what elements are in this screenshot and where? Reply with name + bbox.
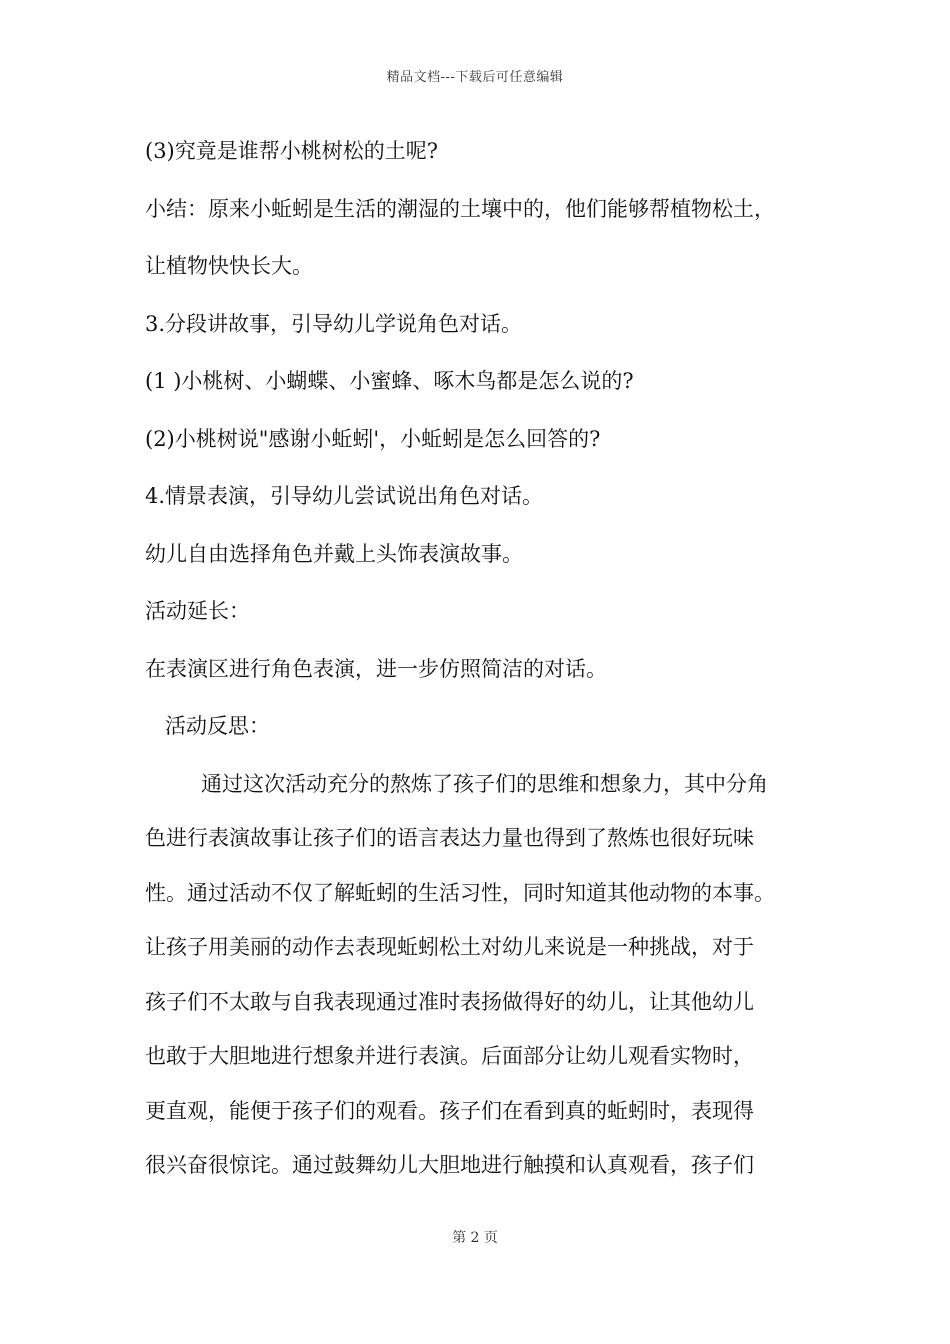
document-body bbox=[145, 133, 835, 1202]
paragraph-line: 更直观，能便于孩子们的观看。孩子们在看到真的蚯蚓时，表现得 bbox=[145, 1098, 754, 1123]
reflection-paragraph bbox=[145, 766, 835, 1202]
paragraph-line: 通过这次活动充分的熬炼了孩子们的思维和想象力，其中分角 bbox=[201, 771, 768, 796]
section-heading-reflection: 活动反思： bbox=[165, 714, 270, 738]
text-line: (1 )小桃树、小蝴蝶、小蜜蜂、啄木鸟都是怎么说的? bbox=[145, 369, 634, 393]
text-line: 3.分段讲故事，引导幼儿学说角色对话。 bbox=[145, 311, 523, 336]
text-line: 4.情景表演，引导幼儿尝试说出角色对话。 bbox=[145, 484, 544, 508]
paragraph-line: 让孩子用美丽的动作去表现蚯蚓松土对幼儿来说是一种挑战，对于 bbox=[145, 935, 754, 959]
section-heading-extension: 活动延长： bbox=[145, 599, 250, 623]
page-header: 精品文档---下载后可任意编辑 bbox=[386, 70, 564, 85]
text-line: 小结：原来小蚯蚓是生活的潮湿的土壤中的，他们能够帮植物松土， bbox=[145, 196, 775, 221]
paragraph-line: 孩子们不太敢与自我表现通过准时表扬做得好的幼儿，让其他幼儿 bbox=[145, 989, 754, 1014]
paragraph-line: 也敢于大胆地进行想象并进行表演。后面部分让幼儿观看实物时， bbox=[145, 1044, 754, 1068]
page-number: 第 2 页 bbox=[452, 1230, 498, 1246]
paragraph-line: 很兴奋很惊诧。通过鼓舞幼儿大胆地进行触摸和认真观看，孩子们 bbox=[145, 1153, 754, 1177]
text-line: 在表演区进行角色表演，进一步仿照简洁的对话。 bbox=[145, 656, 607, 681]
paragraph-line: 性。通过活动不仅了解蚯蚓的生活习性，同时知道其他动物的本事。 bbox=[145, 880, 775, 905]
text-line: 让植物快快长大。 bbox=[145, 254, 313, 278]
text-line: (2)小桃树说"感谢小蚯蚓'，小蚯蚓是怎么回答的? bbox=[145, 426, 601, 451]
text-line: (3)究竟是谁帮小桃树松的土呢? bbox=[145, 139, 439, 163]
text-line: 幼儿自由选择角色并戴上头饰表演故事。 bbox=[145, 541, 523, 566]
paragraph-line: 色进行表演故事让孩子们的语言表达力量也得到了熬炼也很好玩味 bbox=[145, 826, 754, 850]
